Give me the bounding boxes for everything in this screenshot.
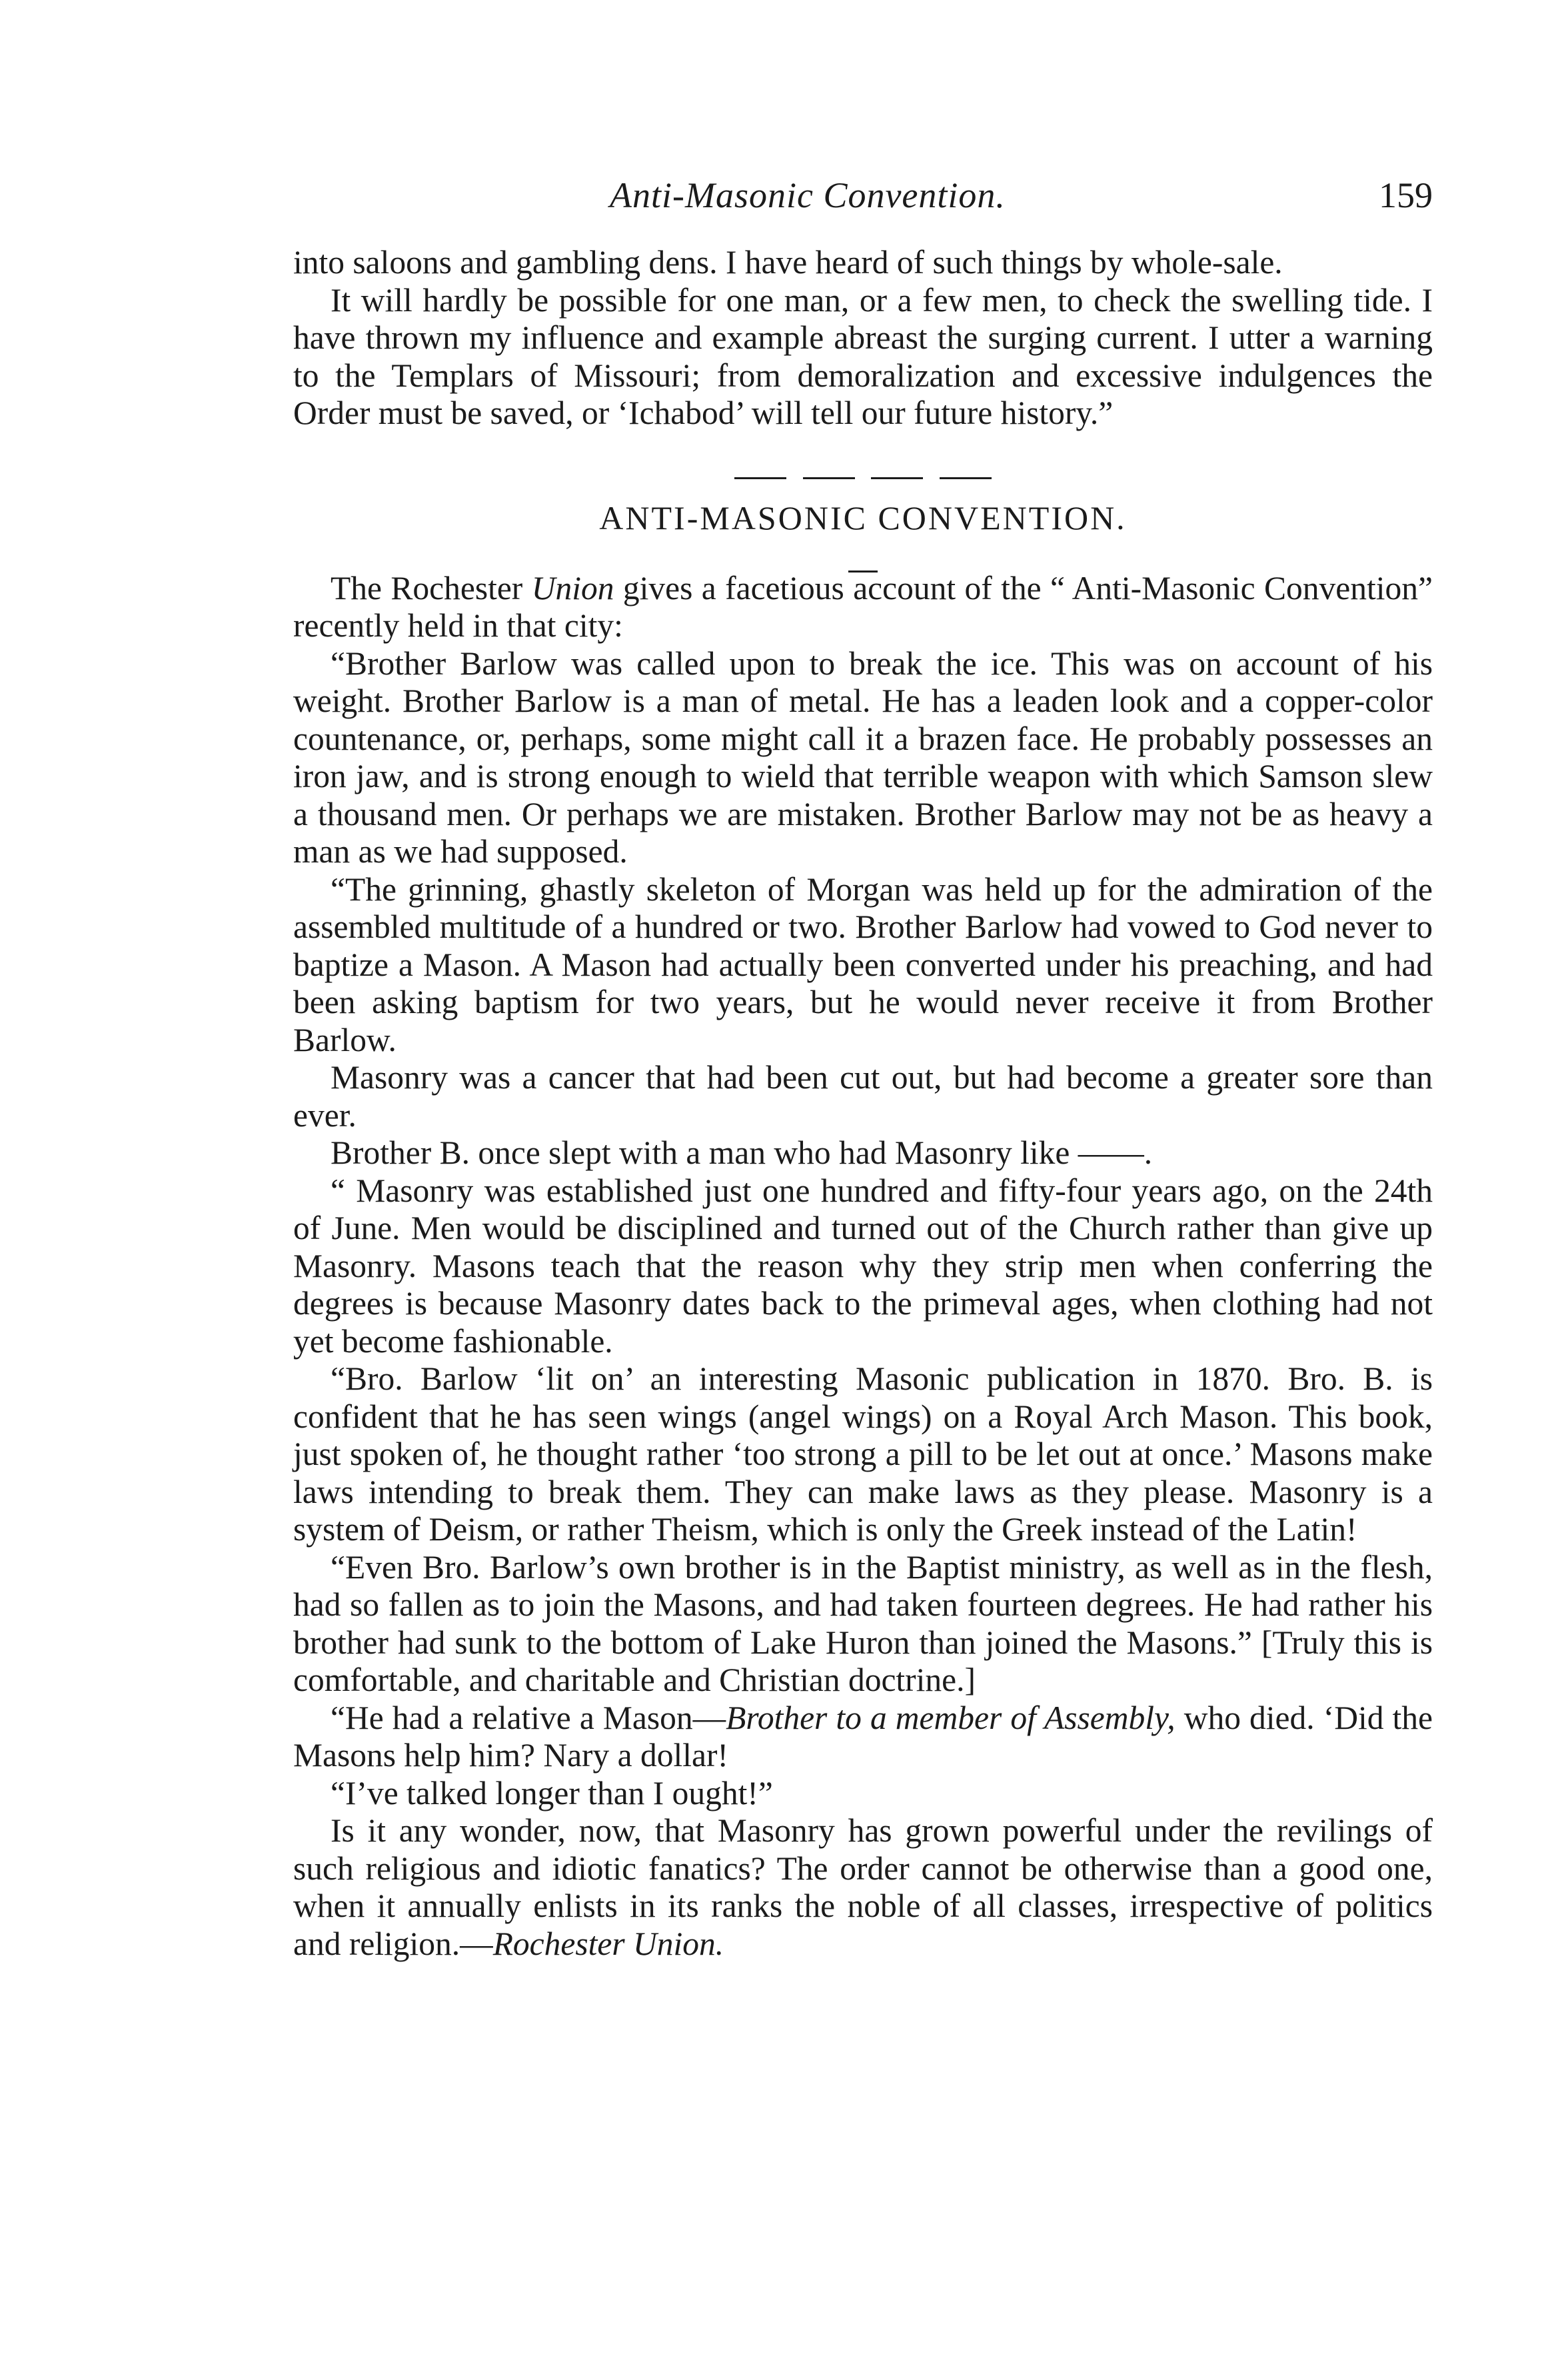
paragraph-warning: It will hardly be possible for one man, or a few men, to check the swelling tide. I have thrown my influence and example abreast the surging current. I utter a warning to the Templars of Missouri; from demoralization and excessive indulgences the Order must be saved, or ‘Ichabod’ will tell our future history.” [293, 281, 1433, 431]
paragraph-slept: Brother B. once slept with a man who had Masonry like ——. [331, 1134, 1153, 1171]
page-number: 159 [1379, 175, 1433, 215]
closing-source: Rochester Union. [492, 1925, 724, 1962]
paragraph-talked: “I’ve talked longer than I ought!” [331, 1774, 773, 1811]
text-column [293, 244, 1433, 1963]
divider-rule [803, 477, 855, 479]
lead-text-rest: gives a facetious account of the “ Anti-Masonic Convention” recently held in that city: [293, 569, 1433, 644]
newspaper-name: Union [531, 569, 614, 606]
running-head: Anti-Masonic Convention. [610, 175, 1006, 215]
relative-text-rest: who died. ‘Did the Masons help him? Nary a dollar! [293, 1699, 1433, 1774]
paragraph-brother: “Even Bro. Barlow’s own brother is in the Baptist ministry, as well as in the flesh, had so fallen as to join the Masons, and had taken fourteen degrees. He had rather his brother had sunk to the bottom of Lake Huron than joined the Masons.” [Truly this is comfortable, and charitable and Christian doctrine.] [293, 1548, 1433, 1698]
paragraph-continuation: into saloons and gambling dens. I have heard of such things by whole-sale. [293, 244, 1283, 281]
lead-text: The Rochester [331, 569, 532, 606]
paragraph-relative [293, 1700, 1433, 1775]
paragraph-morgan: “The grinning, ghastly skeleton of Morgan was held up for the admiration of the assembled multitude of a hundred or two. Brother Barlow had vowed to God never to baptize a Mason. A Mason had actually been converted under his preaching, and had been asking baptism for two years, but he would never receive it from Brother Barlow. [293, 870, 1433, 1058]
title-underline [293, 543, 1433, 570]
closing-text: Is it any wonder, now, that Masonry has grown powerful under the revilings of such religious and idiotic fanatics? The order cannot be otherwise than a good one, when it annually enlists in its ranks the noble of all classes, irrespective of politics and religion.— [293, 1812, 1433, 1962]
relative-text: “He had a relative a Mason— [331, 1699, 726, 1736]
paragraph-lead [293, 570, 1433, 645]
paragraph-barlow: “Brother Barlow was called upon to break the ice. This was on account of his weight. Brother Barlow is a man of metal. He has a leaden look and a copper-color countenance, or, perhaps, some might call it a brazen face. He probably possesses an iron jaw, and is strong enough to wield that terrible weapon with which Samson slew a thousand men. Or perhaps we are mistaken. Brother Barlow may not be as heavy a man as we had supposed. [293, 644, 1433, 870]
section-title: ANTI-MASONIC CONVENTION. [599, 499, 1127, 537]
divider-rule [940, 477, 992, 479]
relative-italic: Brother to a member of Assembly, [726, 1699, 1176, 1736]
paragraph-cancer: Masonry was a cancer that had been cut out, but had become a greater sore than ever. [293, 1059, 1433, 1134]
divider-rule [734, 477, 786, 479]
paragraph-closing [293, 1812, 1433, 1963]
divider-rule [871, 477, 923, 479]
page-header [293, 175, 1433, 228]
paragraph-established: “ Masonry was established just one hundred and fifty-four years ago, on the 24th of June. Men would be disciplined and turned out of the Church rather than give up Masonry. Masons teach that the reason why they strip men when conferring the degrees is because Masonry dates back to the primeval ages, when clothing had not yet become fashionable. [293, 1172, 1433, 1360]
section-divider [293, 433, 1433, 495]
paragraph-lit-on: “Bro. Barlow ‘lit on’ an interesting Masonic publication in 1870. Bro. B. is confident that he has seen wings (angel wings) on a Royal Arch Mason. This book, just spoken of, he thought rather ‘too strong a pill to be let out at once.’ Masons make laws intending to break them. They can make laws as they please. Masonry is a system of Deism, or rather Theism, which is only the Greek instead of the Latin! [293, 1360, 1433, 1548]
